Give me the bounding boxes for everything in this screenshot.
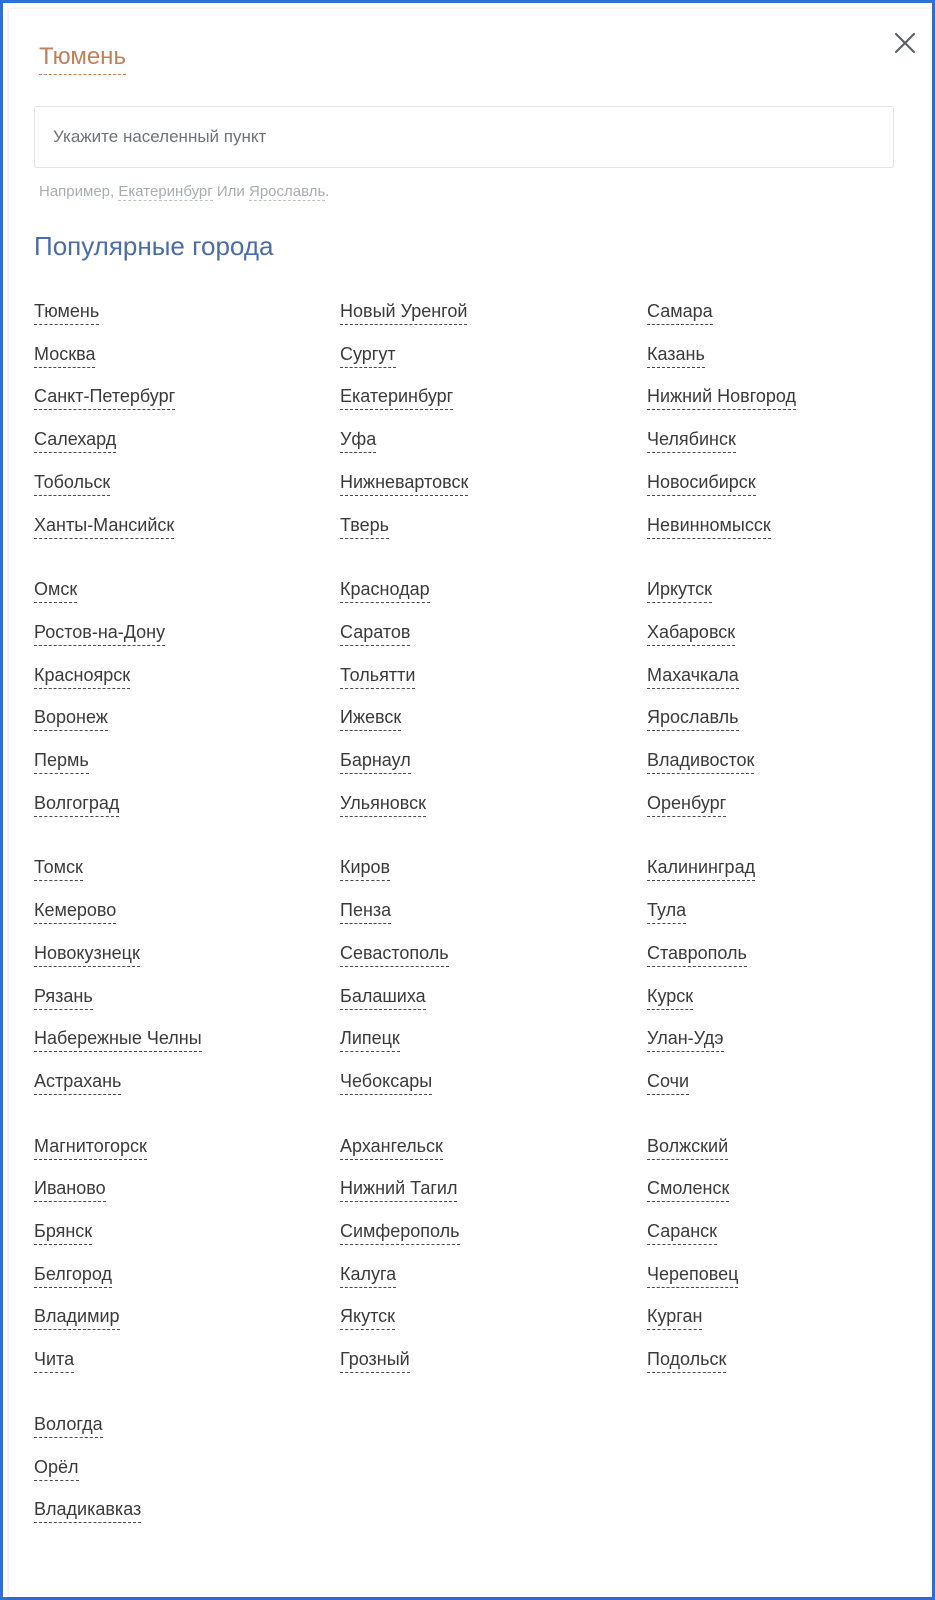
city-link[interactable]: Новый Уренгой (340, 299, 467, 325)
city-link[interactable]: Краснодар (340, 577, 430, 603)
city-link[interactable]: Владимир (34, 1304, 120, 1330)
city-link[interactable]: Новосибирск (647, 470, 756, 496)
city-link[interactable]: Смоленск (647, 1176, 729, 1202)
city-link[interactable]: Нижний Новгород (647, 384, 796, 410)
city-link[interactable]: Ульяновск (340, 791, 426, 817)
city-link[interactable]: Пермь (34, 748, 89, 774)
city-link[interactable]: Грозный (340, 1347, 410, 1373)
city-link[interactable]: Ижевск (340, 705, 401, 731)
city-link[interactable]: Вологда (34, 1412, 103, 1438)
city-link[interactable]: Пенза (340, 898, 391, 924)
city-link[interactable]: Киров (340, 855, 390, 881)
city-link[interactable]: Ставрополь (647, 941, 747, 967)
city-link[interactable]: Якутск (340, 1304, 395, 1330)
city-link[interactable]: Хабаровск (647, 620, 735, 646)
city-link[interactable]: Тверь (340, 513, 389, 539)
city-link[interactable]: Калининград (647, 855, 755, 881)
city-link[interactable]: Улан-Удэ (647, 1026, 724, 1052)
city-link[interactable]: Невинномысск (647, 513, 771, 539)
city-link[interactable]: Симферополь (340, 1219, 460, 1245)
city-link[interactable]: Рязань (34, 984, 93, 1010)
city-link[interactable]: Ханты-Мансийск (34, 513, 174, 539)
city-link[interactable]: Кемерово (34, 898, 116, 924)
city-link[interactable]: Ярославль (647, 705, 739, 731)
city-link[interactable]: Салехард (34, 427, 116, 453)
city-link[interactable]: Магнитогорск (34, 1134, 147, 1160)
close-button[interactable] (889, 27, 921, 59)
city-link[interactable]: Курган (647, 1304, 702, 1330)
city-link[interactable]: Чебоксары (340, 1069, 432, 1095)
city-link[interactable]: Тобольск (34, 470, 110, 496)
city-link[interactable]: Челябинск (647, 427, 736, 453)
city-link[interactable]: Набережные Челны (34, 1026, 202, 1052)
hint-example-link[interactable]: Екатеринбург (118, 183, 213, 200)
city-link[interactable]: Воронеж (34, 705, 108, 731)
search-hint (39, 182, 329, 202)
city-link[interactable]: Москва (34, 342, 95, 368)
city-link[interactable]: Иркутск (647, 577, 712, 603)
city-link[interactable]: Тула (647, 898, 686, 924)
city-link[interactable]: Севастополь (340, 941, 449, 967)
city-link[interactable]: Екатеринбург (340, 384, 453, 410)
section-title: Популярные города (34, 231, 274, 261)
hint-prefix: Например, (39, 183, 119, 200)
city-link[interactable]: Череповец (647, 1262, 738, 1288)
city-link[interactable]: Оренбург (647, 791, 726, 817)
city-link[interactable]: Липецк (340, 1026, 400, 1052)
city-link[interactable]: Красноярск (34, 663, 130, 689)
city-link[interactable]: Томск (34, 855, 83, 881)
city-link[interactable]: Архангельск (340, 1134, 443, 1160)
city-link[interactable]: Подольск (647, 1347, 726, 1373)
city-link[interactable]: Санкт-Петербург (34, 384, 175, 410)
city-link[interactable]: Тюмень (34, 299, 99, 325)
city-link[interactable]: Ростов-на-Дону (34, 620, 165, 646)
city-link[interactable]: Балашиха (340, 984, 426, 1010)
city-link[interactable]: Самара (647, 299, 713, 325)
city-link[interactable]: Саранск (647, 1219, 717, 1245)
city-link[interactable]: Владивосток (647, 748, 754, 774)
city-link[interactable]: Саратов (340, 620, 410, 646)
hint-suffix: . (325, 183, 330, 200)
city-link[interactable]: Новокузнецк (34, 941, 140, 967)
city-link[interactable]: Чита (34, 1347, 74, 1373)
city-selector-modal (9, 9, 932, 1597)
close-icon (889, 27, 921, 59)
city-link[interactable]: Тольятти (340, 663, 415, 689)
city-link[interactable]: Курск (647, 984, 693, 1010)
city-link[interactable]: Волжский (647, 1134, 728, 1160)
city-link[interactable]: Уфа (340, 427, 376, 453)
city-link[interactable]: Волгоград (34, 791, 119, 817)
city-link[interactable]: Нижневартовск (340, 470, 468, 496)
current-city-link[interactable]: Тюмень (39, 42, 126, 75)
city-link[interactable]: Сочи (647, 1069, 689, 1095)
city-search-input[interactable] (35, 107, 893, 167)
hint-example-link[interactable]: Ярославль (248, 183, 326, 200)
city-link[interactable]: Сургут (340, 342, 396, 368)
city-link[interactable]: Махачкала (647, 663, 739, 689)
city-link[interactable]: Астрахань (34, 1069, 121, 1095)
search-box (34, 106, 894, 168)
city-link[interactable]: Омск (34, 577, 77, 603)
city-link[interactable]: Белгород (34, 1262, 112, 1288)
city-link[interactable]: Владикавказ (34, 1497, 141, 1523)
city-link[interactable]: Иваново (34, 1176, 106, 1202)
city-link[interactable]: Барнаул (340, 748, 411, 774)
city-link[interactable]: Казань (647, 342, 705, 368)
city-link[interactable]: Нижний Тагил (340, 1176, 457, 1202)
city-link[interactable]: Калуга (340, 1262, 396, 1288)
city-link[interactable]: Орёл (34, 1455, 79, 1481)
city-link[interactable]: Брянск (34, 1219, 92, 1245)
hint-middle: Или (212, 183, 249, 200)
